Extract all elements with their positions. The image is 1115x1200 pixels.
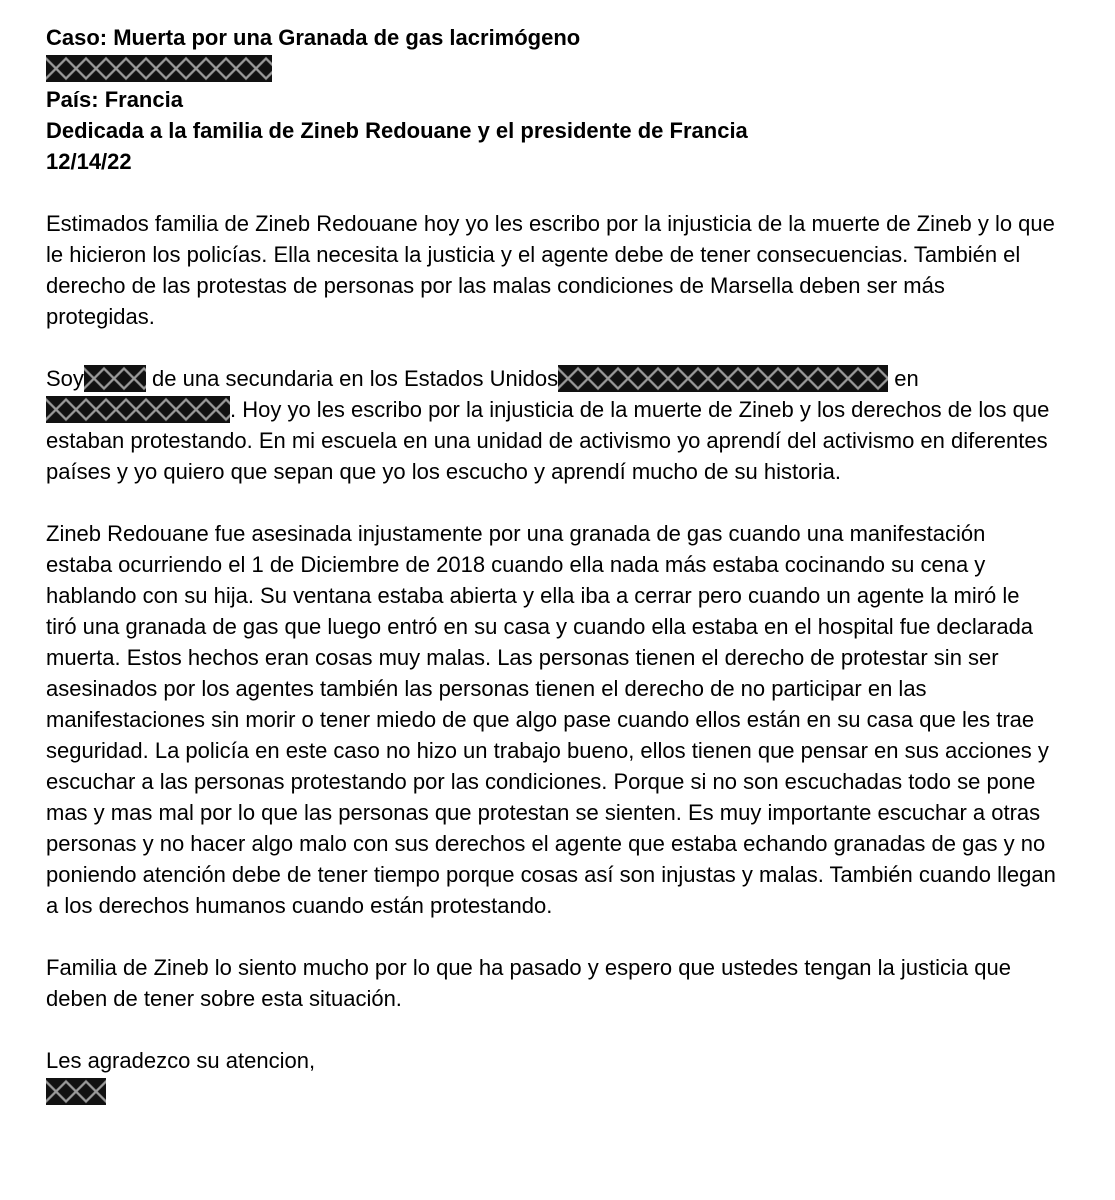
intro-text-rest: . Hoy yo les escribo por la injusticia de la muerte de Zineb y los derechos de los que estaban protestando. En mi escuela en una unidad de activismo yo aprendí del activismo en diferentes países y yo quiero que sepan que yo los escucho y aprendí mucho de su historia. [46, 397, 1050, 484]
redacted-author-name [46, 55, 272, 82]
redacted-signature [46, 1078, 106, 1105]
closing-line: Les agradezco su atencion, [46, 1048, 316, 1073]
redacted-grade [84, 365, 146, 392]
paragraph-intro: Estimados familia de Zineb Redouane hoy yo les escribo por la injusticia de la muerte de Zineb y lo que le hicieron los policías. Ella necesita la justicia y el agente debe de tener consecuencias. También el derecho de las protestas de personas por las malas condiciones de Marsella deben ser más protegidas. [46, 211, 1055, 329]
country-line: País: Francia [46, 87, 183, 112]
intro-text-soy: Soy [46, 366, 84, 391]
paragraph-self-introduction [46, 363, 1056, 487]
dedication-line: Dedicada a la familia de Zineb Redouane y el presidente de Francia [46, 118, 748, 143]
paragraph-condolences: Familia de Zineb lo siento mucho por lo que ha pasado y espero que ustedes tengan la justicia que deben de tener sobre esta situación. [46, 955, 1011, 1011]
date-line: 12/14/22 [46, 149, 132, 174]
intro-text-school: de una secundaria en los Estados Unidos [152, 366, 559, 391]
redacted-location [46, 396, 230, 423]
paragraph-case-details: Zineb Redouane fue asesinada injustamente por una granada de gas cuando una manifestación estaba ocurriendo el 1 de Diciembre de 2018 cuando ella nada más estaba cocinando su cena y hablando con su hija. Su ventana estaba abierta y ella iba a cerrar pero cuando un agente la miró le tiró una granada de gas que luego entró en su casa y cuando ella estaba en el hospital fue declarada muerta. Estos hechos eran cosas muy malas. Las personas tienen el derecho de protestar sin ser asesinados por los agentes también las personas tienen el derecho de no participar en las manifestaciones sin morir o tener miedo de que algo pase cuando ellos están en su casa que les trae seguridad. La policía en este caso no hizo un trabajo bueno, ellos tienen que pensar en sus acciones y escuchar a las personas protestando por las condiciones. Porque si no son escuchadas todo se pone mas y mas mal por lo que las personas que protestan se sienten. Es muy importante escuchar a otras personas y no hacer algo malo con sus derechos el agente que estaba echando granadas de gas y no poniendo atención debe de tener tiempo porque cosas así son injustas y malas. También cuando llegan a los derechos humanos cuando están protestando. [46, 521, 1056, 918]
letter-document [46, 22, 1056, 1107]
redacted-school-name [558, 365, 888, 392]
case-title: Caso: Muerta por una Granada de gas lacrimógeno [46, 25, 581, 50]
intro-text-en: en [894, 366, 919, 391]
